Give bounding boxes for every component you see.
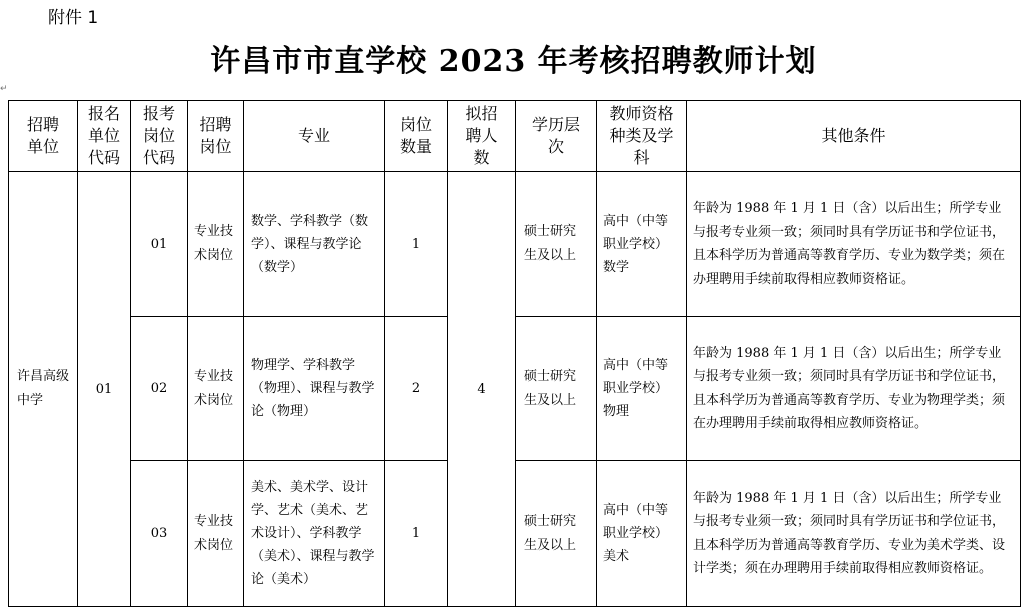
major-cell: 物理学、学科教学（物理）、课程与教学论（物理） (244, 317, 385, 461)
header-education: 学历层次 (516, 101, 597, 172)
post-code-cell: 01 (131, 172, 188, 317)
page-title: 许昌市市直学校 2023 年考核招聘教师计划 (210, 44, 817, 79)
other-conditions-cell: 年龄为 1988 年 1 月 1 日（含）以后出生；所学专业与报考专业须一致；须同时具有学历证书和学位证书，且本科学历为普通高等教育学历、专业为数学类；须在办理聘用手续前取得相应教师资格证。 (687, 172, 1021, 317)
header-count: 岗位数量 (385, 101, 448, 172)
header-planned: 拟招聘人数 (448, 101, 516, 172)
education-cell: 硕士研究生及以上 (516, 172, 597, 317)
post-cell: 专业技术岗位 (188, 461, 244, 607)
post-cell: 专业技术岗位 (188, 317, 244, 461)
planned-cell: 4 (448, 172, 516, 607)
major-cell: 美术、美术学、设计学、艺术（美术、艺术设计）、学科教学（美术）、课程与教学论（美术） (244, 461, 385, 607)
attachment-label: 附件 1 (48, 8, 99, 28)
header-post-code: 报考岗位代码 (131, 101, 188, 172)
qualification-cell: 高中（中等职业学校）数学 (597, 172, 687, 317)
count-cell: 1 (385, 172, 448, 317)
header-qualification: 教师资格种类及学科 (597, 101, 687, 172)
education-cell: 硕士研究生及以上 (516, 461, 597, 607)
table-header-row (9, 101, 1021, 172)
qualification-cell: 高中（中等职业学校）美术 (597, 461, 687, 607)
post-code-cell: 03 (131, 461, 188, 607)
post-cell: 专业技术岗位 (188, 172, 244, 317)
count-cell: 2 (385, 317, 448, 461)
education-cell: 硕士研究生及以上 (516, 317, 597, 461)
other-conditions-cell: 年龄为 1988 年 1 月 1 日（含）以后出生；所学专业与报考专业须一致；须同时具有学历证书和学位证书，且本科学历为普通高等教育学历、专业为美术学类、设计学类；须在办理聘用手续前取得相应教师资格证。 (687, 461, 1021, 607)
count-cell: 1 (385, 461, 448, 607)
header-post: 招聘岗位 (188, 101, 244, 172)
header-unit-code: 报名单位代码 (78, 101, 131, 172)
other-conditions-cell: 年龄为 1988 年 1 月 1 日（含）以后出生；所学专业与报考专业须一致；须同时具有学历证书和学位证书，且本科学历为普通高等教育学历、专业为物理学类；须在办理聘用手续前取得相应教师资格证。 (687, 317, 1021, 461)
paragraph-mark-icon: ↵ (0, 84, 8, 94)
qualification-cell: 高中（中等职业学校）物理 (597, 317, 687, 461)
header-other: 其他条件 (687, 101, 1021, 172)
table-row (9, 172, 1021, 317)
unit-code-cell: 01 (78, 172, 131, 607)
recruitment-plan-table (8, 100, 1021, 607)
unit-name-cell: 许昌高级中学 (9, 172, 78, 607)
post-code-cell: 02 (131, 317, 188, 461)
header-unit: 招聘单位 (9, 101, 78, 172)
header-major: 专业 (244, 101, 385, 172)
major-cell: 数学、学科教学（数学）、课程与教学论（数学） (244, 172, 385, 317)
